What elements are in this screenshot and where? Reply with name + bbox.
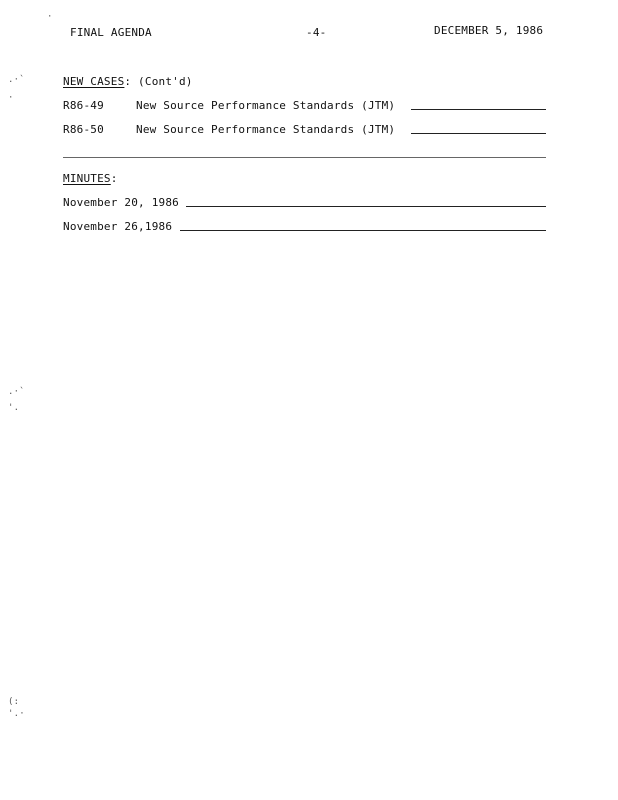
minutes-date: November 26,1986 bbox=[63, 220, 173, 233]
section-separator bbox=[63, 157, 546, 158]
scan-speck: '. bbox=[8, 403, 20, 413]
scan-speck: .·` bbox=[8, 75, 25, 85]
case-title: New Source Performance Standards (JTM) bbox=[136, 99, 396, 112]
case-number: R86-49 bbox=[63, 99, 104, 112]
minutes-date: November 20, 1986 bbox=[63, 196, 179, 209]
header-agenda-title: FINAL AGENDA bbox=[70, 26, 152, 39]
scan-speck: .·` bbox=[8, 387, 25, 397]
minutes-heading bbox=[63, 172, 118, 185]
blank-line bbox=[180, 230, 546, 231]
scan-speck: '.· bbox=[8, 709, 25, 719]
new-cases-heading bbox=[63, 75, 193, 88]
minutes-suffix: : bbox=[110, 172, 118, 185]
blank-line bbox=[411, 109, 546, 110]
scan-speck: · bbox=[47, 12, 53, 22]
new-cases-label: NEW CASES bbox=[63, 75, 125, 88]
header-date: DECEMBER 5, 1986 bbox=[434, 24, 544, 37]
header-page-number: -4- bbox=[306, 26, 327, 39]
minutes-label: MINUTES bbox=[63, 172, 111, 185]
case-title: New Source Performance Standards (JTM) bbox=[136, 123, 396, 136]
blank-line bbox=[411, 133, 546, 134]
scan-speck: · bbox=[8, 93, 14, 103]
scan-speck: (: bbox=[8, 697, 20, 707]
new-cases-suffix: : (Cont'd) bbox=[124, 75, 193, 88]
blank-line bbox=[186, 206, 546, 207]
case-number: R86-50 bbox=[63, 123, 104, 136]
